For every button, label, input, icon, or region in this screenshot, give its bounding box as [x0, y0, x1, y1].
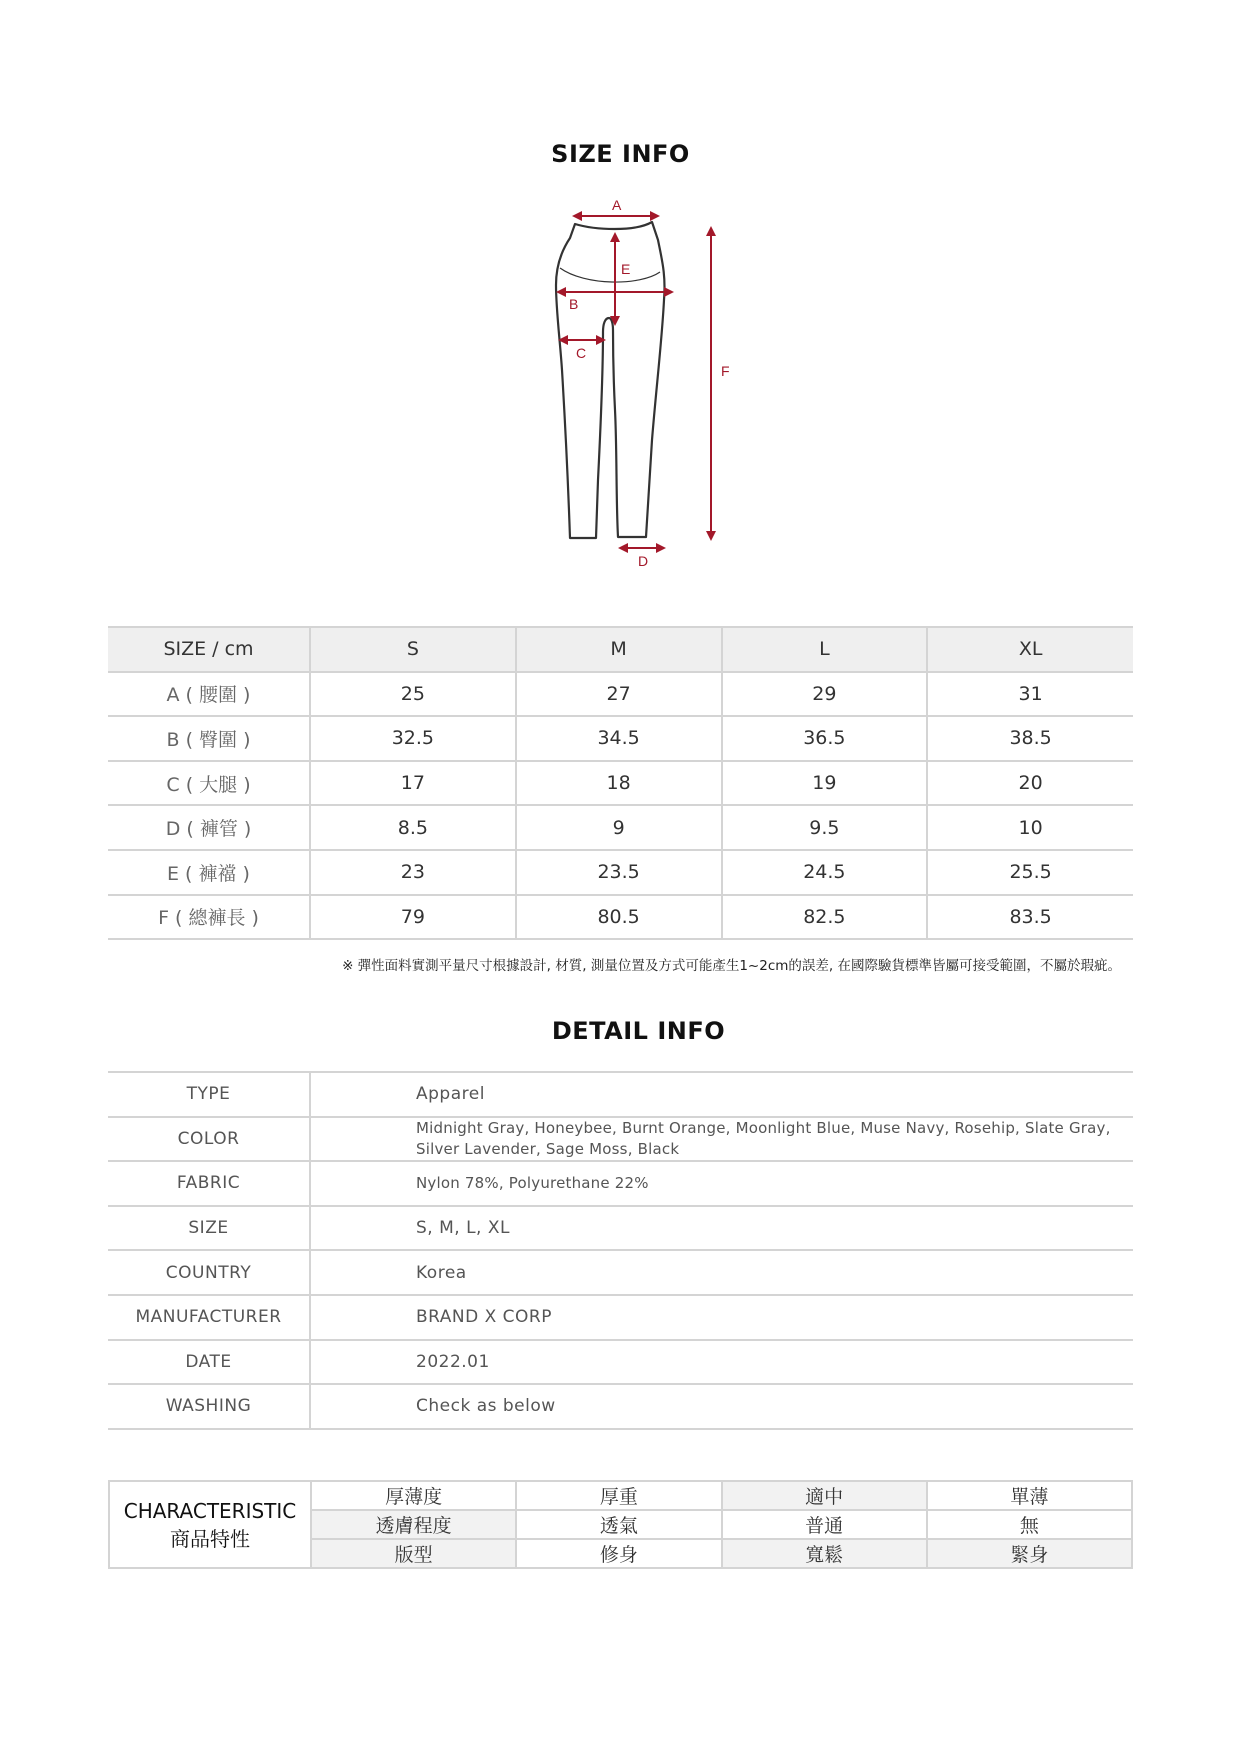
detail-value: Nylon 78%, Polyurethane 22%	[310, 1161, 1133, 1206]
table-row	[108, 1340, 1133, 1385]
detail-key: TYPE	[108, 1072, 310, 1117]
size-value: 32.5	[310, 716, 516, 761]
row-label: E ( 褲襠 )	[108, 850, 310, 895]
measurement-note: ※ 彈性面料實測平量尺寸根據設計, 材質, 測量位置及方式可能產生1~2cm的誤差, 在國際驗貨標準皆屬可接受範圍，不屬於瑕疵。	[342, 958, 1121, 974]
characteristic-option: 修身	[516, 1539, 721, 1568]
detail-value: S, M, L, XL	[310, 1206, 1133, 1251]
detail-key: SIZE	[108, 1206, 310, 1251]
size-value: 20	[927, 761, 1133, 806]
detail-key: WASHING	[108, 1384, 310, 1429]
detail-key: COLOR	[108, 1117, 310, 1162]
row-label: B ( 臀圍 )	[108, 716, 310, 761]
size-value: 8.5	[310, 805, 516, 850]
size-value: 19	[722, 761, 928, 806]
table-row	[108, 850, 1133, 895]
characteristic-title-en: CHARACTERISTIC	[123, 1498, 297, 1523]
pants-outline	[556, 222, 665, 538]
size-value: 29	[722, 672, 928, 717]
characteristic-title-zh: 商品特性	[170, 1526, 250, 1551]
label-c: C	[576, 345, 587, 361]
row-label: A ( 腰圍 )	[108, 672, 310, 717]
detail-value: Korea	[310, 1250, 1133, 1295]
row-label: D ( 褲管 )	[108, 805, 310, 850]
characteristic-option: 無	[927, 1510, 1132, 1539]
row-label: C ( 大腿 )	[108, 761, 310, 806]
size-value: 9.5	[722, 805, 928, 850]
label-a: A	[612, 197, 622, 213]
characteristic-option: 透氣	[516, 1510, 721, 1539]
characteristic-option: 單薄	[927, 1481, 1132, 1510]
size-value: 27	[516, 672, 722, 717]
characteristic-option: 緊身	[927, 1539, 1132, 1568]
size-value: 25	[310, 672, 516, 717]
detail-table	[108, 1071, 1133, 1430]
detail-info-title: DETAIL INFO	[551, 1017, 726, 1045]
size-value: 10	[927, 805, 1133, 850]
detail-value: Apparel	[310, 1072, 1133, 1117]
table-row	[108, 1295, 1133, 1340]
size-value: 9	[516, 805, 722, 850]
size-value: 82.5	[722, 895, 928, 940]
size-value: 24.5	[722, 850, 928, 895]
size-value: 38.5	[927, 716, 1133, 761]
label-b: B	[569, 296, 579, 312]
table-row	[109, 1481, 1132, 1510]
size-value: 79	[310, 895, 516, 940]
characteristic-option: 普通	[722, 1510, 927, 1539]
size-value: 23	[310, 850, 516, 895]
detail-value: Check as below	[310, 1384, 1133, 1429]
table-row	[108, 761, 1133, 806]
size-table	[108, 626, 1133, 940]
characteristic-title	[109, 1481, 311, 1568]
table-row	[108, 1072, 1133, 1117]
characteristic-table	[108, 1480, 1133, 1569]
characteristic-option: 寬鬆	[722, 1539, 927, 1568]
detail-value: Midnight Gray, Honeybee, Burnt Orange, Moonlight Blue, Muse Navy, Rosehip, Slate Gray, Silver Lavender, Sage Moss, Black	[310, 1117, 1133, 1162]
label-e: E	[621, 261, 631, 277]
size-value: 17	[310, 761, 516, 806]
characteristic-label: 透膚程度	[311, 1510, 516, 1539]
pants-measurement-diagram	[540, 190, 740, 570]
size-value: 18	[516, 761, 722, 806]
detail-key: MANUFACTURER	[108, 1295, 310, 1340]
table-row	[108, 895, 1133, 940]
detail-key: DATE	[108, 1340, 310, 1385]
size-value: 36.5	[722, 716, 928, 761]
header-cell: XL	[927, 627, 1133, 672]
table-row	[108, 805, 1133, 850]
size-table-header	[108, 627, 1133, 672]
size-value: 23.5	[516, 850, 722, 895]
table-row	[108, 1206, 1133, 1251]
characteristic-option: 厚重	[516, 1481, 721, 1510]
detail-key: COUNTRY	[108, 1250, 310, 1295]
table-row	[108, 672, 1133, 717]
table-row	[108, 1384, 1133, 1429]
row-label: F ( 總褲長 )	[108, 895, 310, 940]
table-row	[108, 716, 1133, 761]
size-value: 34.5	[516, 716, 722, 761]
header-cell: L	[722, 627, 928, 672]
table-row	[108, 1161, 1133, 1206]
table-row	[108, 1117, 1133, 1162]
waistband-curve	[560, 268, 660, 282]
size-value: 80.5	[516, 895, 722, 940]
header-cell: SIZE / cm	[108, 627, 310, 672]
table-row	[108, 1250, 1133, 1295]
label-d: D	[638, 553, 649, 569]
detail-value: BRAND X CORP	[310, 1295, 1133, 1340]
label-f: F	[721, 363, 730, 379]
header-cell: M	[516, 627, 722, 672]
header-cell: S	[310, 627, 516, 672]
size-value: 31	[927, 672, 1133, 717]
detail-key: FABRIC	[108, 1161, 310, 1206]
size-value: 25.5	[927, 850, 1133, 895]
size-info-title: SIZE INFO	[551, 140, 690, 168]
characteristic-label: 厚薄度	[311, 1481, 516, 1510]
characteristic-option: 適中	[722, 1481, 927, 1510]
characteristic-label: 版型	[311, 1539, 516, 1568]
size-value: 83.5	[927, 895, 1133, 940]
detail-value: 2022.01	[310, 1340, 1133, 1385]
